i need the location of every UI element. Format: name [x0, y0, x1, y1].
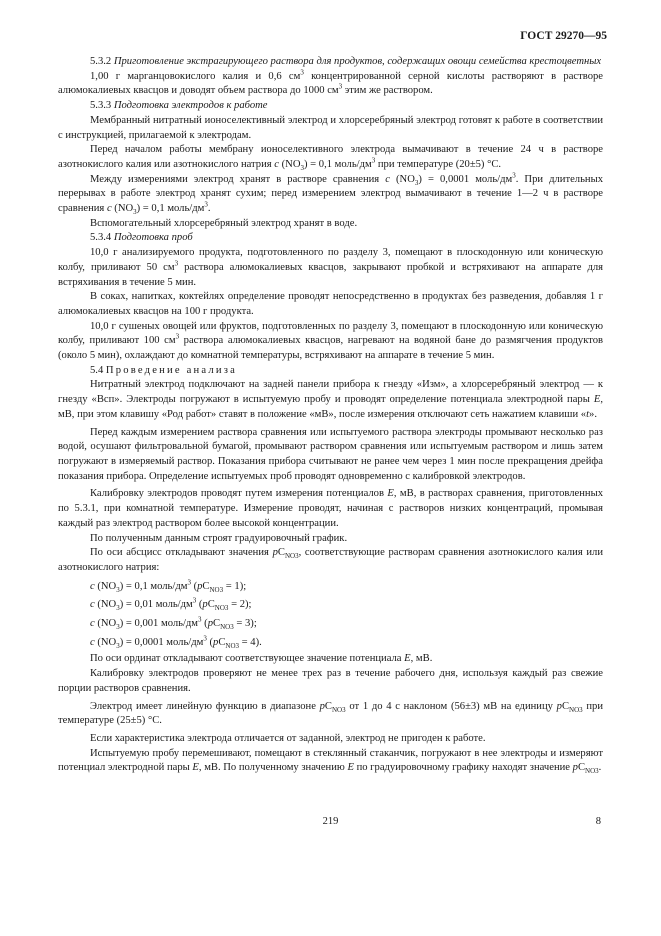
paragraph: Калибровку электродов проводят путем измерения потенциалов E, мВ, в растворах сравнения, приготовленных по 5.3.1, при комнатной температуре. Измерение проводят, начиная с растворов низких концентраций, промывая каждый раз электрод раствором более высокой концентрации.	[58, 488, 603, 529]
paragraph: Электрод имеет линейную функцию в диапазоне $pC_{NO3}$ от 1 до 4 с наклоном (56±3) мВ на единицу $pC_{NO3}$ при температуре (25±5) °С.	[58, 700, 603, 727]
paragraph: По оси абсцисс откладывают значения $pC_{NO3}$, соответствующие растворам сравнения азотнокислого калия или азотнокислого натрия:	[58, 547, 603, 573]
paragraph: Нитратный электрод подключают на задней панели прибора к гнезду «Изм», а хлорсеребряный электрод — к гнезду «Всп». Электроды погружают в испытуемую пробу и проводят определение потенциала электродной пары E, мВ, при этом клавишу «Род работ» ставят в положение «мВ», после измерения отключают сеть нажатием клавиши «t».	[58, 379, 603, 420]
section-5-3-2-heading: 5.3.2 Приготовление экстрагирующего раствора для продуктов, содержащих овощи семейства крестоцветных	[90, 56, 602, 67]
formula-line: с $(NO_3) = 0,001$ моль/$дм^3$ $(pC_{NO3} = 3)$;	[90, 615, 257, 632]
paragraph: Вспомогательный хлорсеребряный электрод хранят в воде.	[90, 217, 358, 229]
formula-line: с $(NO_3) = 0,1$ моль/$дм^3$ $(pC_{NO3} = 1)$;	[90, 578, 247, 594]
paragraph: 10,0 г сушеных овощей или фруктов, подготовленных по разделу 3, помещают в плоскодонную или коническую колбу, приливают 100 $см^3$ раствора алюмокалиевых квасцов, нагревают на водяной бане до размягчения продуктов (около 5 мин), охлаждают до комнатной температуры, встряхивают на аппарате в течение 5 мин.	[58, 320, 603, 362]
section-5-3-3-heading: 5.3.3 Подготовка электродов к работе	[90, 100, 268, 112]
formula-line: с $(NO_3) = 0,0001$ моль/$дм^3$ $(pC_{NO3} = 4)$.	[90, 634, 262, 650]
document-header: ГОСТ 29270—95	[520, 30, 607, 42]
paragraph: Перед каждым измерением раствора сравнения или испытуемого раствора электроды промывают несколько раз водой, осушают фильтровальной бумагой, промывают раствором сравнения или испытуемым раствором и лишь затем погружают в измеряемый раствор. Показания прибора считывают не ранее чем через 1 мин после прекращения дрейфа показания прибора. Определение испытуемых проб проводят одновременно с калибровкой электродов.	[58, 426, 603, 482]
sheet-number: 8	[595, 816, 601, 827]
section-5-4-heading: 5.4 Проведение анализа	[90, 364, 238, 376]
paragraph: Между измерениями электрод хранят в растворе сравнения с $(NO_3) = 0,0001$ моль/$дм^3$. При длительных перерывах в работе электрод хранят сухим; перед измерением электрод вымачивают в течение 1—2 ч в растворе сравнения с $(NO_3) = 0,1$ моль/$дм^3$.	[58, 171, 603, 217]
document-body	[58, 55, 603, 776]
formula-line: с $(NO_3) = 0,01$ моль/$дм^3$ $(pC_{NO3} = 2)$;	[90, 596, 252, 613]
paragraph: По оси ординат откладывают соответствующее значение потенциала E, мВ.	[90, 653, 433, 665]
paragraph: Если характеристика электрода отличается от заданной, электрод не пригоден к работе.	[90, 732, 486, 744]
section-5-3-2-text: 1,00 г марганцовокислого калия и 0,6 $см^3$ концентрированной серной кислоты растворяют в растворе алюмокалиевых квасцов и доводят объем раствора до 1000 $см^3$ этим же раствором.	[58, 68, 603, 97]
section-5-3-4-heading: 5.3.4 Подготовка проб	[90, 232, 193, 244]
paragraph: 10,0 г анализируемого продукта, подготовленного по разделу 3, помещают в плоскодонную или коническую колбу, приливают 50 $см^3$ раствора алюмокалиевых квасцов, закрывают пробкой и встряхивают на аппарате для встряхивания в течение 5 мин.	[58, 247, 603, 288]
paragraph: Испытуемую пробу перемешивают, помещают в стеклянный стаканчик, погружают в нее электроды и измеряют потенциал электродной пары E, мВ. По полученному значению E по градуировочному графику находят значение $pC_{NO3}$.	[58, 747, 603, 776]
paragraph: Калибровку электродов проверяют не менее трех раз в течение рабочего дня, используя каждый раз свежие порции растворов сравнения.	[58, 668, 603, 694]
paragraph: В соках, напитках, коктейлях определение проводят непосредственно в продуктах без разведения, добавляя 1 г алюмокалиевых квасцов на 100 г продукта.	[58, 291, 603, 317]
paragraph: Перед началом работы мембрану ионоселективного электрода вымачивают в течение 24 ч в растворе азотнокислого калия или азотнокислого натрия с $(NO_3) = 0,1$ моль/$дм^3$ при температуре (20±5) °С.	[58, 144, 603, 173]
page-number: 219	[322, 816, 339, 827]
paragraph: Мембранный нитратный ионоселективный электрод и хлорсеребряный электрод готовят к работе в соответствии с инструкцией, прилагаемой к электродам.	[58, 114, 603, 141]
paragraph: По полученным данным строят градуировочный график.	[90, 532, 348, 544]
